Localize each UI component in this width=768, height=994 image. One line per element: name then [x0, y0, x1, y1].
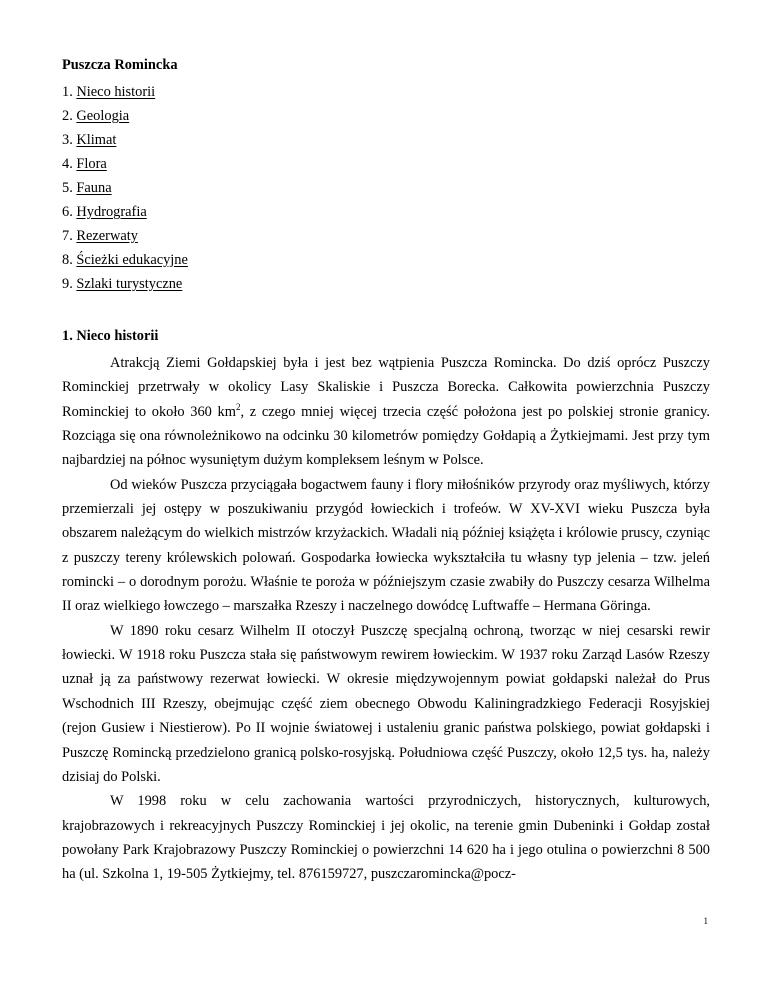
- toc-number: 9.: [62, 276, 73, 292]
- toc-item: [62, 248, 710, 272]
- toc-link-flora[interactable]: Flora: [76, 156, 107, 172]
- toc-item: [62, 224, 710, 248]
- toc-number: 2.: [62, 108, 73, 124]
- toc-number: 3.: [62, 132, 73, 148]
- toc-number: 8.: [62, 252, 73, 268]
- toc-link-klimat[interactable]: Klimat: [76, 132, 117, 148]
- page-content: [62, 50, 710, 883]
- toc-number: 5.: [62, 180, 73, 196]
- toc-number: 4.: [62, 156, 73, 172]
- paragraph-3: W 1890 roku cesarz Wilhelm II otoczył Puszczę specjalną ochroną, tworząc w niej cesarski rewir łowiecki. W 1918 roku Puszcza stała się państwowym rewirem łowieckim. W 1937 roku Zarząd Lasów Rzeszy uznał ją za państwowy rezerwat łowiecki. W okresie międzywojennym powiat gołdapski należał do Prus Wschodnich III Rzeszy, obejmując część ziem obecnego Obwodu Kaliningradzkiego Federacji Rosyjskiej (rejon Gusiew i Niestierow). Po II wojnie światowej i ustaleniu granic państwa polskiego, powiat gołdapski i Puszczę Romincką przedzielono granicą polsko-rosyjską. Południowa część Puszczy, około 12,5 tys. ha, należy dzisiaj do Polski.: [62, 622, 710, 785]
- toc-number: 7.: [62, 228, 73, 244]
- toc-item: [62, 176, 710, 200]
- toc-link-nieco-historii[interactable]: Nieco historii: [76, 84, 156, 100]
- page-number: 1: [703, 916, 708, 926]
- toc-item: [62, 104, 710, 128]
- paragraph-4: W 1998 roku w celu zachowania wartości przyrodniczych, historycznych, kulturowych, krajobrazowych i rekreacyjnych Puszczy Rominckiej i jej okolic, na terenie gmin Dubeninki i Gołdap został powołany Park Krajobrazowy Puszczy Rominckiej o powierzchni 14 620 ha i jego otulina o powierzchni 8 500 ha (ul. Szkolna 1, 19-505 Żytkiejmy, tel. 876159727, puszczaromincka@pocz-: [62, 793, 710, 883]
- section-body: [62, 351, 710, 887]
- paragraph-1-text-a: Atrakcją Ziemi Gołdapskiej była i jest bez wątpienia Puszcza Romincka. Do dziś oprócz Puszczy Rominckiej przetrwały w okolicy Lasy Skaliskie i Puszcza Borecka. Całkowita powierzchnia Puszczy Rominckiej to około 360 km: [62, 355, 710, 420]
- toc-item: [62, 128, 710, 152]
- toc-item: [62, 272, 710, 296]
- toc-link-hydrografia[interactable]: Hydrografia: [76, 204, 147, 220]
- document-title: Puszcza Romincka: [62, 57, 178, 73]
- table-of-contents: [62, 80, 710, 296]
- toc-link-geologia[interactable]: Geologia: [76, 108, 130, 124]
- paragraph-2: Od wieków Puszcza przyciągała bogactwem fauny i flory miłośników przyrody oraz myśliwych, którzy przemierzali jej ostępy w poszukiwaniu przygód łowieckich i trofeów. W XV-XVI wieku Puszcza była obszarem należącym do wielkich mistrzów krzyżackich. Władali nią później książęta i królowie pruscy, czyniąc z puszczy tereny królewskich polowań. Gospodarka łowiecka wykształciła tu własny typ jelenia – tzw. jeleń romincki – o dorodnym porożu. Właśnie te poroża w późniejszym czasie zwabiły do Puszczy cesarza Wilhelma II oraz wielkiego łowczego – marszałka Rzeszy i naczelnego dowódcę Luftwaffe – Hermana Göringa.: [62, 476, 710, 615]
- toc-link-szlaki-turystyczne[interactable]: Szlaki turystyczne: [76, 276, 183, 292]
- toc-item: [62, 200, 710, 224]
- toc-item: [62, 152, 710, 176]
- toc-link-rezerwaty[interactable]: Rezerwaty: [76, 228, 138, 244]
- toc-link-fauna[interactable]: Fauna: [76, 180, 112, 196]
- superscript-unit: 2: [235, 401, 241, 412]
- section-heading: 1. Nieco historii: [62, 328, 159, 344]
- paragraph-1: [62, 351, 710, 473]
- toc-number: 1.: [62, 84, 73, 100]
- toc-item: [62, 80, 710, 104]
- toc-number: 6.: [62, 204, 73, 220]
- toc-link-sciezki-edukacyjne[interactable]: Ścieżki edukacyjne: [76, 252, 188, 268]
- paragraph-1-text-b: , z czego mniej więcej trzecia część położona jest po polskiej stronie granicy. Rozciąga się ona równoleżnikowo na odcinku 30 kilometrów pomiędzy Gołdapią a Żytkiejmami. Jest przy tym najbardziej na północ wysuniętym dużym kompleksem leśnym w Polsce.: [62, 403, 710, 469]
